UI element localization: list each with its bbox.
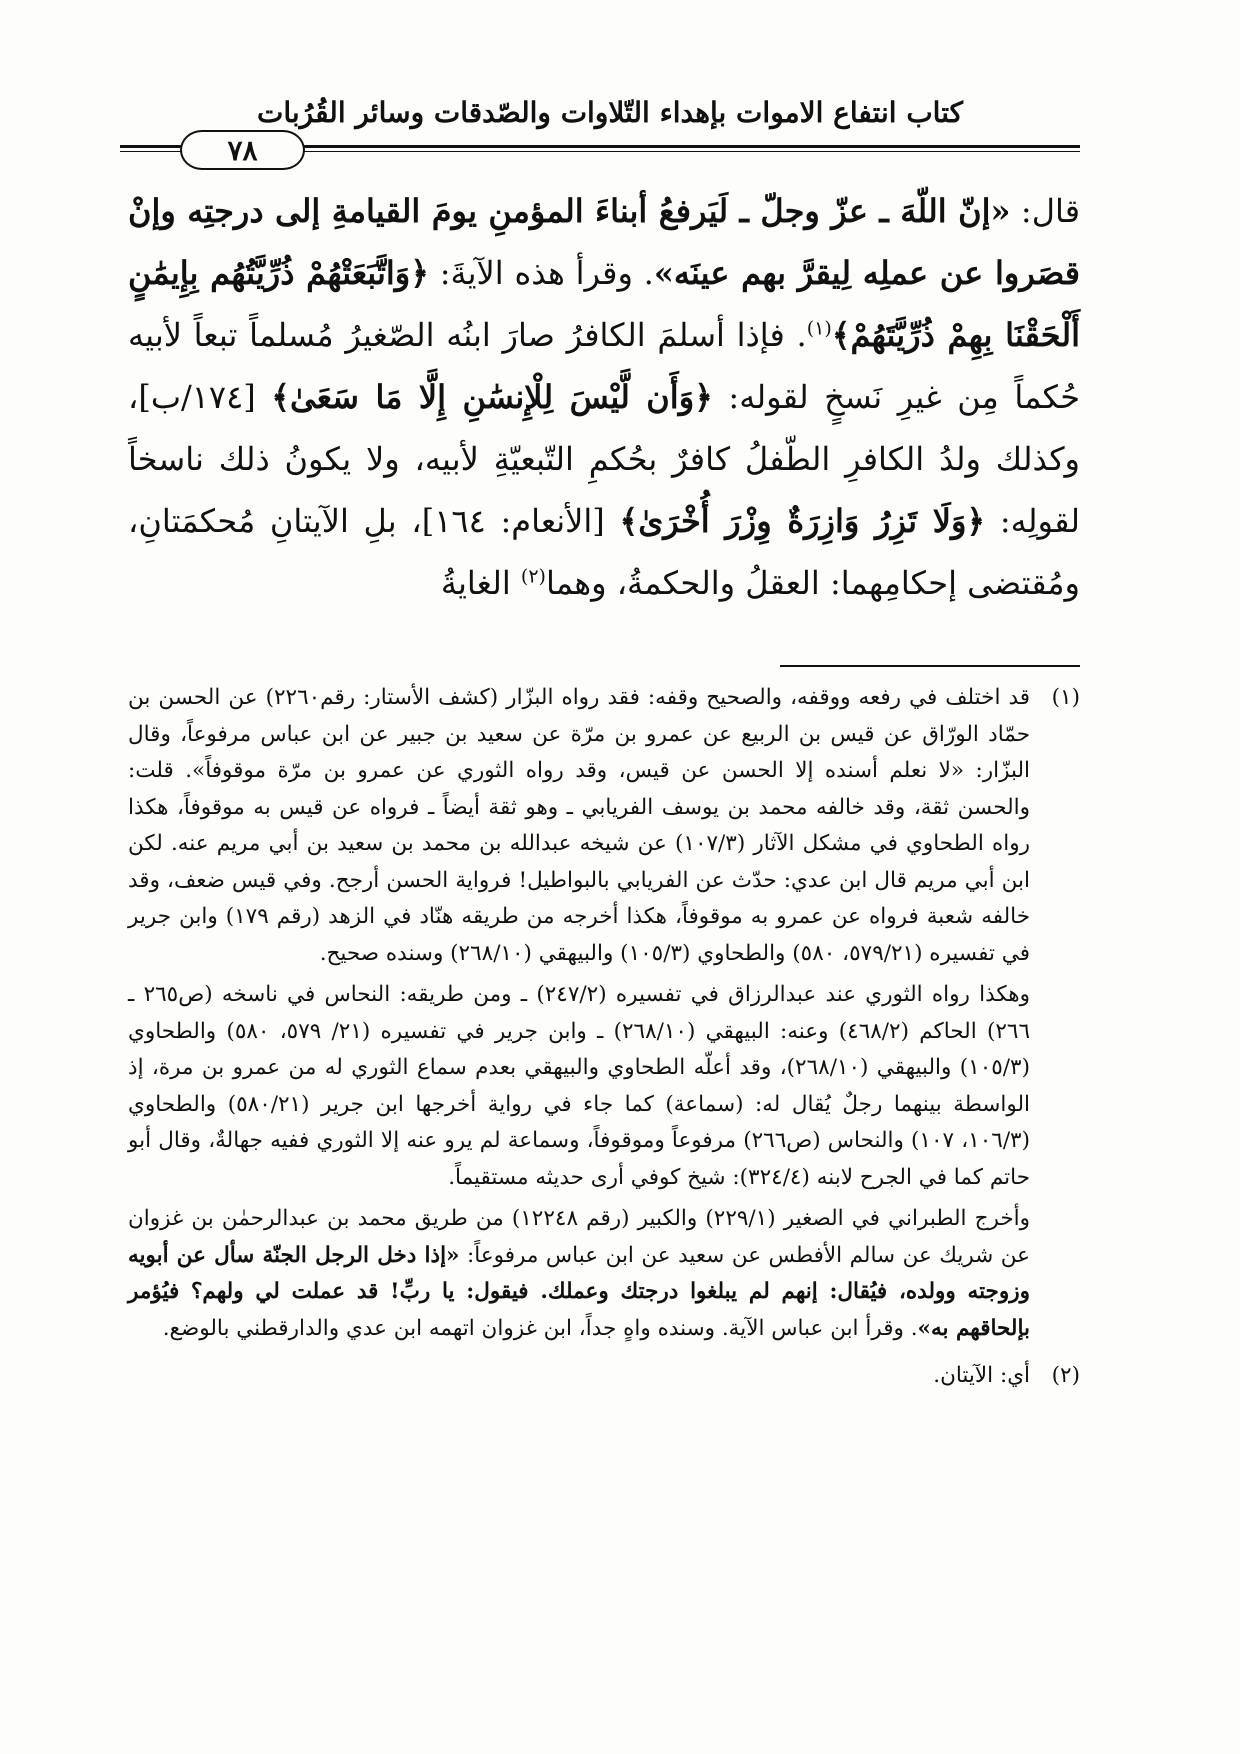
footnote-paragraph: [128, 1201, 1030, 1347]
footnote-marker-2[interactable]: (٢): [520, 565, 546, 588]
footnote-paragraph: وهكذا رواه الثوري عند عبدالرزاق في تفسيره (٢٤٧/٢) ـ ومن طريقه: النحاس في ناسخه (ص٢٦٥ ـ ٢٦٦) الحاكم (٤٦٨/٢) وعنه: البيهقي (٢٦٨/١٠) ـ وابن جرير في تفسيره (٢١/ ٥٧٩، ٥٨٠) والطحاوي (١٠٥/٣) والبيهقي (٢٦٨/١٠)، وقد أعلّه الطحاوي والبيهقي بعدم سماع الثوري له من عمرو بن مرة، إذ الواسطة بينهما رجلٌ يُقال له: (سماعة) كما جاء في رواية أخرجها ابن جرير (٥٨٠/٢١) والطحاوي (١٠٦/٣، ١٠٧) والنحاس (ص٢٦٦) مرفوعاً وموقوفاً، وسماعة لم يرو عنه إلا الثوري ففيه جهالةٌ، وقال أبو حاتم كما في الجرح لابنه (٣٢٤/٤): شيخ كوفي أرى حديثه مستقيماً.: [128, 982, 1031, 1190]
quran-verse: ﴿وَاتَّبَعَتْهُمْ ذُرِّيَّتُهُم بِإِيمَٰنٍ أَلْحَقْنَا بِهِمْ ذُرِّيَّتَهُمْ﴾: [128, 254, 1081, 354]
text-segment: الغايةُ: [440, 564, 521, 602]
footnote-paragraph: قد اختلف في رفعه ووقفه، والصحيح وقفه: فقد رواه البزّار (كشف الأستار: رقم٢٢٦٠) عن الحسن بن حمّاد الورّاق عن قيس بن الربيع عن عمرو بن مرّة عن سعيد بن جبير عن ابن عباس مرفوعاً، وقال البزّار: «لا نعلم أسنده إلا الحسن عن قيس، وقد رواه الثوري عن عمرو بن مرّة موقوفاً». قلت: والحسن ثقة، وقد خالفه محمد بن يوسف الفريابي ـ وهو ثقة أيضاً ـ فرواه عن قيس به موقوفاً، هكذا رواه الطحاوي في مشكل الآثار (١٠٧/٣) عن شيخه عبدالله بن محمد بن سعيد بن أبي مريم عنه. لكن ابن أبي مريم قال ابن عدي: حدّث عن الفريابي بالبواطيل! فرواية الحسن أرجح. وفي قيس ضعف، وقد خالفه شعبة فرواه عن عمرو به موقوفاً، هكذا أخرجه من طريقه هنّاد في الزهد (رقم ١٧٩) وابن جرير في تفسيره (٥٧٩/٢١، ٥٨٠) والطحاوي (١٠٥/٣) والبيهقي (٢٦٨/١٠) وسنده صحيح.: [128, 685, 1031, 966]
footnotes: [128, 680, 1080, 1400]
text-segment: . وقرأ ابن عباس الآية. وسنده واهٍ جداً، ابن غزوان اتهمه ابن عدي والدارقطني بالوضع.: [162, 1315, 918, 1341]
footnote-body: [128, 1358, 1030, 1400]
quran-verse: ﴿وَلَا تَزِرُ وَازِرَةٌ وِزْرَ أُخْرَىٰ﴾: [619, 502, 986, 540]
page-number-badge: [180, 130, 305, 170]
hadith-quote: «إنّ اللّهَ ـ عزّ وجلّ ـ لَيَرفعُ أبناءَ المؤمنِ يومَ القيامةِ إلى درجتِه وإنْ قصَروا عن عملِه لِيقرَّ بهم عينَه»: [128, 192, 1081, 292]
text-segment: ، وكذلك ولدُ الكافرِ الطّفلُ كافرٌ بحُكمِ التّبعيّةِ لأبيه، ولا يكونُ ذلك ناسخاً لقولِه:: [128, 378, 1081, 540]
footnote-paragraph: أي: الآيتان.: [933, 1363, 1030, 1388]
footnote-2: [128, 1358, 1080, 1400]
main-paragraph: [128, 180, 1080, 614]
text-segment: وأخرج الطبراني في الصغير (٢٢٩/١) والكبير (رقم ١٢٢٤٨) من طريق محمد بن عبدالرحمٰن بن غزوان عن شريك عن سالم الأفطس عن سعيد عن ابن عباس مرفوعاً:: [128, 1206, 1031, 1268]
quran-verse: ﴿وَأَن لَّيْسَ لِلْإِنسَٰنِ إِلَّا مَا سَعَىٰ﴾: [271, 378, 713, 416]
text-segment: . فإذا أسلمَ الكافرُ صارَ ابنُه الصّغيرُ مُسلماً تبعاً لأبيه حُكماً مِن غيرِ نَسخٍ لقوله:: [128, 316, 1081, 416]
manuscript-folio-marker: [١٧٤/ب]: [138, 378, 256, 416]
footnote-separator: [780, 665, 1080, 667]
text-segment: . وقرأ هذه الآيةَ:: [428, 254, 654, 292]
hadith-quote: «إذا دخل الرجل الجنّة سأل عن أبويه وزوجته وولده، فيُقال: إنهم لم يبلغوا درجتك وعملك. فيقول: يا ربِّ! قد عملت لي ولهم؟ فيُؤمر بإلحاقهم به»: [128, 1242, 1030, 1341]
text-segment: ، بلِ الآيتانِ مُحكمَتانِ، ومُقتضى إحكامِهما: العقلُ والحكمةُ، وهما: [128, 502, 1080, 602]
footnote-number: (٢): [1051, 1363, 1080, 1388]
page-number: ٧٨: [227, 133, 258, 167]
main-text: [128, 180, 1080, 614]
text-segment: قال:: [1010, 192, 1081, 230]
footnote-body: [128, 680, 1030, 1352]
footnote-number: (١): [1051, 685, 1080, 710]
footnote-marker-1[interactable]: (١): [806, 317, 832, 340]
verse-reference: [الأنعام: ١٦٤]: [421, 502, 620, 540]
footnote-1: [128, 680, 1080, 1352]
running-head-title: كتاب انتفاع الاموات بإهداء التّلاوات والصّدقات وسائر القُرُبات: [257, 96, 963, 129]
